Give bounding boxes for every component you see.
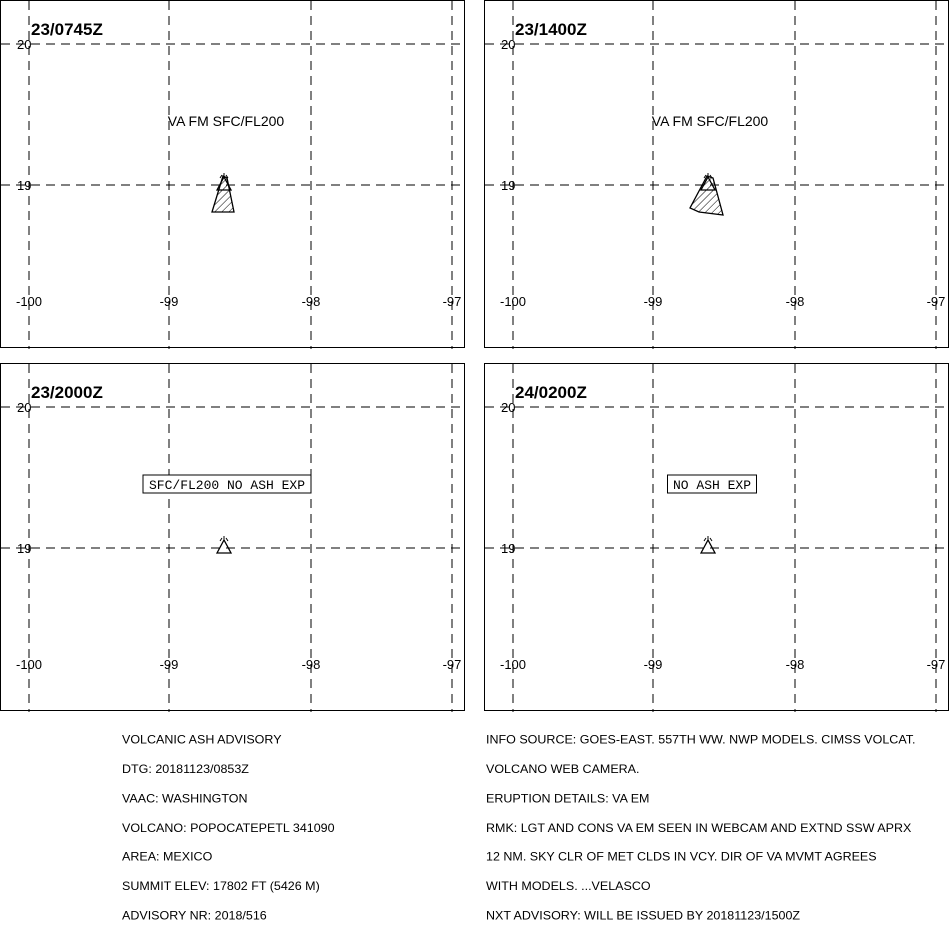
latitude-label: 20 bbox=[17, 37, 32, 52]
advisory-line: 12 NM. SKY CLR OF MET CLDS IN VCY. DIR OF VA MVMT AGREES bbox=[486, 850, 877, 864]
longitude-label: -98 bbox=[785, 657, 805, 672]
volcano-icon bbox=[701, 540, 715, 553]
forecast-time-label: 23/0745Z bbox=[31, 20, 103, 39]
latitude-label: 20 bbox=[501, 400, 516, 415]
forecast-panel-1 bbox=[0, 0, 465, 348]
latitude-label: 19 bbox=[17, 178, 32, 193]
map-graphic bbox=[485, 1, 950, 349]
longitude-label: -100 bbox=[15, 294, 43, 309]
map-graphic bbox=[1, 1, 466, 349]
longitude-label: -97 bbox=[926, 294, 946, 309]
latitude-label: 20 bbox=[501, 37, 516, 52]
advisory-line: SUMMIT ELEV: 17802 FT (5426 M) bbox=[122, 879, 320, 893]
longitude-label: -100 bbox=[15, 657, 43, 672]
longitude-label: -98 bbox=[785, 294, 805, 309]
advisory-remarks-block bbox=[486, 716, 915, 930]
advisory-line: DTG: 20181123/0853Z bbox=[122, 762, 249, 776]
longitude-label: -99 bbox=[643, 657, 663, 672]
latitude-label: 19 bbox=[501, 178, 516, 193]
longitude-label: -97 bbox=[442, 294, 462, 309]
advisory-line: VOLCANO: POPOCATEPETL 341090 bbox=[122, 821, 335, 835]
longitude-label: -98 bbox=[301, 657, 321, 672]
longitude-label: -99 bbox=[159, 657, 179, 672]
latitude-label: 19 bbox=[501, 541, 516, 556]
forecast-panel-3 bbox=[0, 363, 465, 711]
forecast-time-label: 23/2000Z bbox=[31, 383, 103, 402]
ash-layer-label: VA FM SFC/FL200 bbox=[167, 113, 285, 129]
longitude-label: -97 bbox=[926, 657, 946, 672]
forecast-time-label: 23/1400Z bbox=[515, 20, 587, 39]
ash-cloud-area bbox=[212, 176, 234, 212]
volcano-icon bbox=[217, 540, 231, 553]
longitude-label: -97 bbox=[442, 657, 462, 672]
longitude-label: -100 bbox=[499, 294, 527, 309]
forecast-time-label: 24/0200Z bbox=[515, 383, 587, 402]
longitude-label: -100 bbox=[499, 657, 527, 672]
advisory-line: VOLCANIC ASH ADVISORY bbox=[122, 733, 282, 747]
ash-layer-label: VA FM SFC/FL200 bbox=[651, 113, 769, 129]
latitude-label: 19 bbox=[17, 541, 32, 556]
advisory-header-block bbox=[122, 716, 335, 930]
longitude-label: -98 bbox=[301, 294, 321, 309]
advisory-line: WITH MODELS. ...VELASCO bbox=[486, 879, 651, 893]
latitude-label: 20 bbox=[17, 400, 32, 415]
advisory-line: NXT ADVISORY: WILL BE ISSUED BY 20181123/1500Z bbox=[486, 909, 801, 922]
map-graphic bbox=[1, 364, 466, 712]
advisory-line: AREA: MEXICO bbox=[122, 850, 213, 864]
advisory-line: RMK: LGT AND CONS VA EM SEEN IN WEBCAM AND EXTND SSW APRX bbox=[486, 821, 912, 835]
forecast-panel-2 bbox=[484, 0, 949, 348]
advisory-line: ADVISORY NR: 2018/516 bbox=[122, 909, 267, 922]
ash-status-label: SFC/FL200 NO ASH EXP bbox=[148, 478, 306, 493]
advisory-line: VOLCANO WEB CAMERA. bbox=[486, 762, 640, 776]
forecast-panel-4 bbox=[484, 363, 949, 711]
longitude-label: -99 bbox=[643, 294, 663, 309]
map-graphic bbox=[485, 364, 950, 712]
advisory-line: ERUPTION DETAILS: VA EM bbox=[486, 792, 650, 806]
advisory-line: VAAC: WASHINGTON bbox=[122, 792, 248, 806]
longitude-label: -99 bbox=[159, 294, 179, 309]
ash-status-label: NO ASH EXP bbox=[672, 478, 752, 493]
advisory-line: INFO SOURCE: GOES-EAST. 557TH WW. NWP MODELS. CIMSS VOLCAT. bbox=[486, 733, 916, 747]
ash-cloud-area bbox=[690, 176, 723, 215]
